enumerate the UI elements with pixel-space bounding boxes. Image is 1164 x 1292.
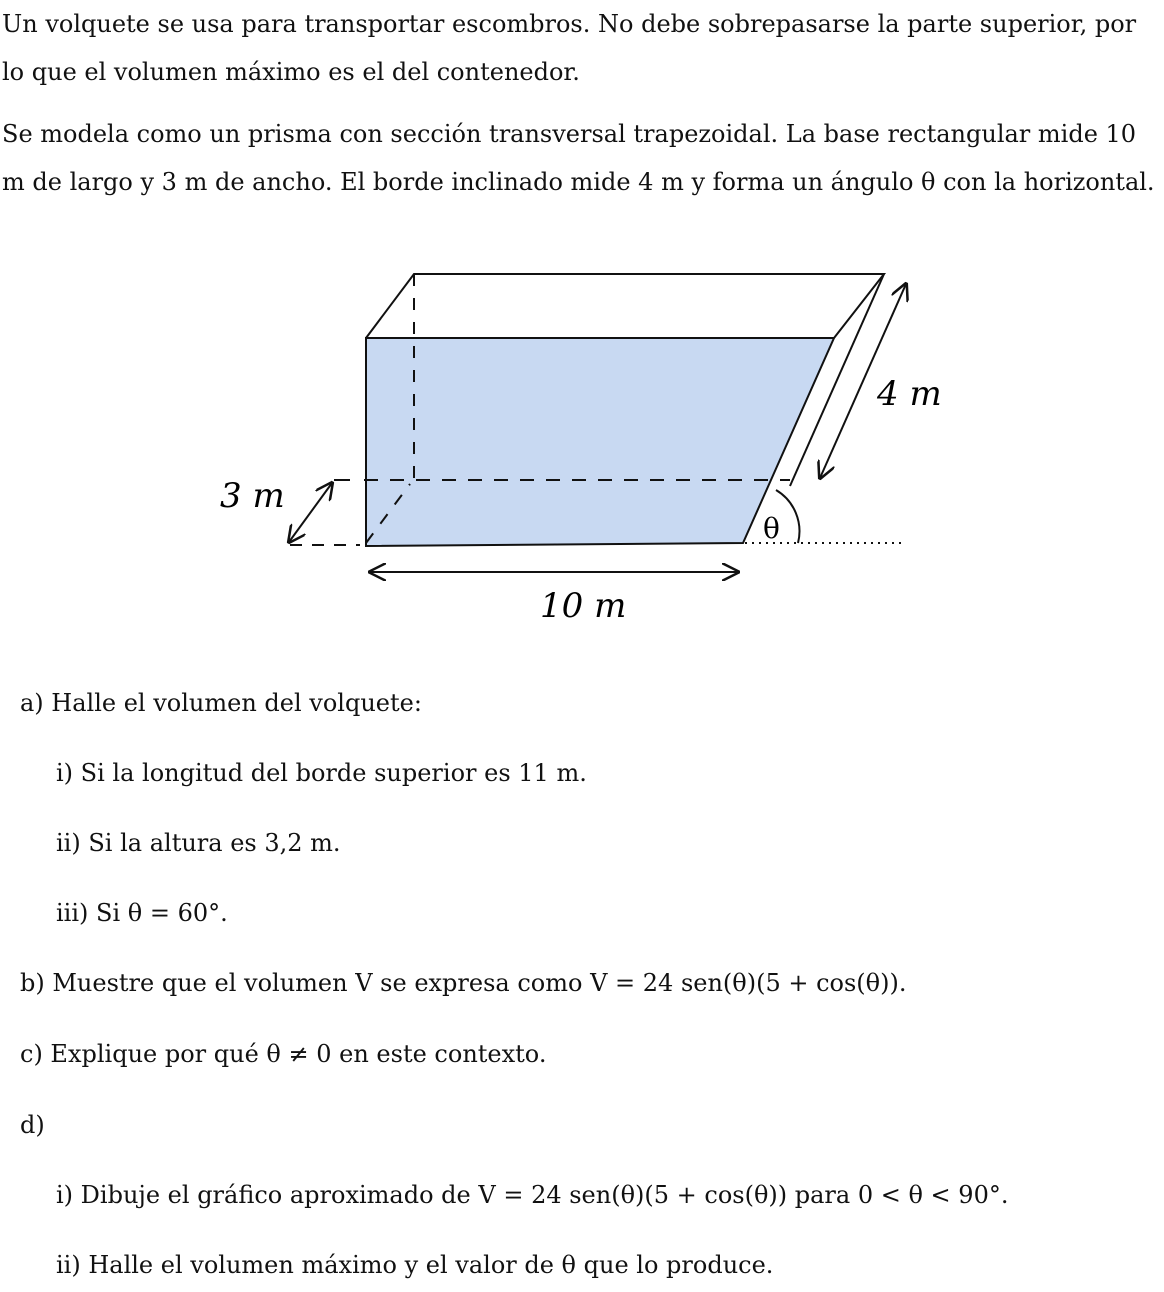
length-label: 10 m — [540, 586, 627, 626]
question-a-ii: ii) Si la altura es 3,2 m. — [56, 829, 341, 857]
question-d-ii: ii) Halle el volumen máximo y el valor de θ que lo produce. — [56, 1251, 774, 1279]
width-arrow — [289, 483, 332, 542]
dumpster-prism-diagram — [0, 240, 1164, 640]
question-d-i: i) Dibuje el gráfico aproximado de V = 24 sen(θ)(5 + cos(θ)) para 0 < θ < 90°. — [56, 1181, 1009, 1209]
question-a: a) Halle el volumen del volquete: — [20, 689, 422, 717]
intro-paragraph-2: Se modela como un prisma con sección transversal trapezoidal. La base rectangular mide 10 m de largo y 3 m de ancho. El borde inclinado mide 4 m y forma un ángulo θ con la horizontal. — [2, 120, 1155, 196]
question-b: b) Muestre que el volumen V se expresa como V = 24 sen(θ)(5 + cos(θ)). — [20, 969, 907, 997]
intro-paragraph-1: Un volquete se usa para transportar escombros. No debe sobrepasarse la parte superior, por lo que el volumen máximo es el del contenedor. — [2, 10, 1137, 86]
question-d: d) — [20, 1111, 45, 1139]
question-a-i: i) Si la longitud del borde superior es 11 m. — [56, 759, 587, 787]
question-a-iii: iii) Si θ = 60°. — [56, 899, 228, 927]
question-c: c) Explique por qué θ ≠ 0 en este contexto. — [20, 1040, 547, 1068]
angle-label: θ — [763, 512, 780, 545]
width-label: 3 m — [220, 476, 285, 516]
slant-label: 4 m — [877, 374, 942, 414]
back-top-edge — [366, 274, 884, 338]
